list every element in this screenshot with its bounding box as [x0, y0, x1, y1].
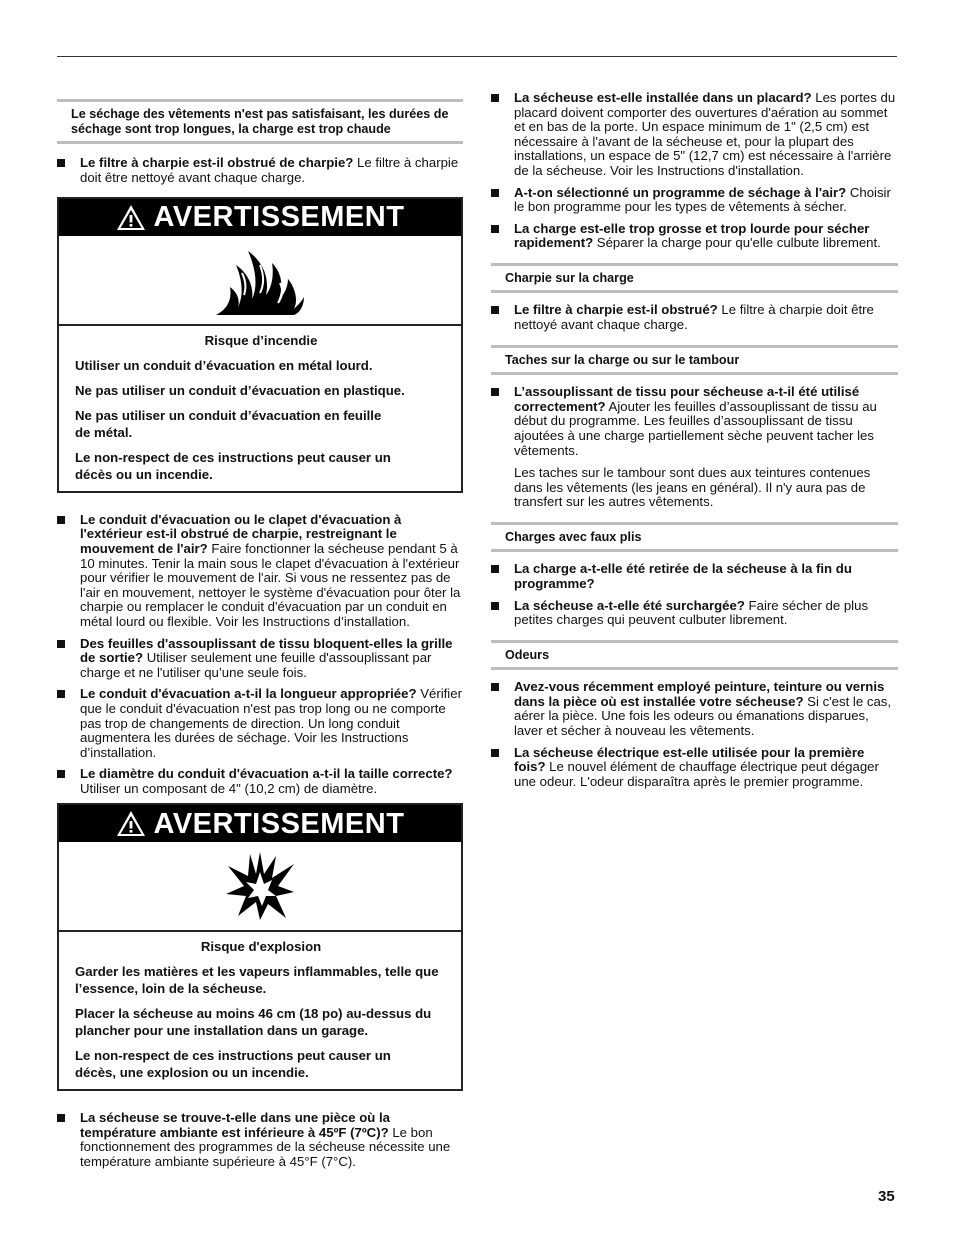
- explosion-icon: [224, 852, 296, 920]
- list-item: Le diamètre du conduit d'évacuation a-t-il la taille correcte? Utiliser un composant de 4" (10,2 cm) de diamètre.: [57, 767, 463, 796]
- bullet-square-icon: [57, 159, 65, 167]
- bullet-square-icon: [57, 690, 65, 698]
- bullet-square-icon: [57, 640, 65, 648]
- list-item: Le filtre à charpie est-il obstrué? Le filtre à charpie doit être nettoyé avant chaque charge.: [491, 303, 898, 332]
- list-item: La sécheuse électrique est-elle utilisée pour la première fois? Le nouvel élément de chauffage électrique peut dégager une odeur. L'odeur disparaîtra après le premier programme.: [491, 746, 898, 790]
- warning-line: Ne pas utiliser un conduit d’évacuation en plastique.: [75, 382, 405, 398]
- section-heading-odeurs: Odeurs: [491, 640, 898, 671]
- list-item: Avez-vous récemment employé peinture, teinture ou vernis dans la pièce où est installée votre sécheuse? Si c'est le cas, aérer la pièce. Une fois les odeurs ou émanations disparues, laver et sécher à nouveau les vêtements.: [491, 680, 898, 738]
- warning-line: Ne pas utiliser un conduit d’évacuation en feuille de métal.: [75, 407, 382, 440]
- bullet-square-icon: [491, 683, 499, 691]
- warning-line: Le non-respect de ces instructions peut causer un décès ou un incendie.: [75, 449, 391, 482]
- warning-icon-area: [59, 236, 461, 326]
- left-column: [57, 91, 463, 1176]
- warning-line: Utiliser un conduit d’évacuation en métal lourd.: [75, 357, 373, 373]
- list-item: La sécheuse est-elle installée dans un placard? Les portes du placard doivent comporter des ouvertures d'aération au sommet et en bas de la porte. Un espace minimum de 1" (2,5 cm) est nécessaire à l'avant de la sécheuse et, pour la plupart des installations, un espace de 5" (12,7 cm) est nécessaire à l'arrière de la sécheuse. Voir les Instructions d'installation.: [491, 91, 898, 179]
- list-item: Le conduit d'évacuation a-t-il la longueur appropriée? Vérifier que le conduit d'évacuation n'est pas trop long ou ne comporte pas trop de changements de direction. Un long conduit augmentera les durées de séchage. Voir les Instructions d’installation.: [57, 687, 463, 760]
- top-rule: [57, 56, 897, 57]
- fire-icon: [214, 243, 306, 317]
- warning-line: Garder les matières et les vapeurs inflammables, telle que l’essence, loin de la sécheuse.: [75, 964, 439, 997]
- bullet-square-icon: [491, 189, 499, 197]
- warning-body: [59, 932, 461, 1089]
- list-item: La sécheuse a-t-elle été surchargée? Faire sécher de plus petites charges qui peuvent culbuter librement.: [491, 599, 898, 628]
- list-item: L’assouplissant de tissu pour sécheuse a-t-il été utilisé correctement? Ajouter les feuilles d’assouplissant de tissu au début du programme. Les feuilles d’assouplissant de tissu ajoutées à une charge partiellement sèche peuvent tacher les vêtements.: [491, 385, 898, 458]
- section-heading-plis: Charges avec faux plis: [491, 522, 898, 553]
- section-heading-taches: Taches sur la charge ou sur le tambour: [491, 345, 898, 376]
- list-item: Des feuilles d'assouplissant de tissu bloquent-elles la grille de sortie? Utiliser seulement une feuille d'assouplissant par charge et ne l'utiliser qu’une seule fois.: [57, 637, 463, 681]
- warning-box-explosion: [57, 803, 463, 1091]
- bullet-square-icon: [491, 749, 499, 757]
- bullet-square-icon: [491, 388, 499, 396]
- bullet-square-icon: [491, 94, 499, 102]
- list-item: Le filtre à charpie est-il obstrué de charpie? Le filtre à charpie doit être nettoyé avant chaque charge.: [57, 156, 463, 185]
- warning-header: AVERTISSEMENT: [59, 805, 461, 842]
- section-heading-charpie: Charpie sur la charge: [491, 263, 898, 294]
- warning-triangle-icon: [116, 810, 146, 837]
- list-item: A-t-on sélectionné un programme de séchage à l'air? Choisir le bon programme pour les types de vêtements à sécher.: [491, 186, 898, 215]
- list-item-paragraph: Les taches sur le tambour sont dues aux teintures contenues dans les vêtements (les jeans en général). Il n'y aura pas de transfert sur les autres vêtements.: [514, 465, 871, 510]
- bullet-square-icon: [491, 565, 499, 573]
- bullet-square-icon: [491, 225, 499, 233]
- list-item: La charge est-elle trop grosse et trop lourde pour sécher rapidement? Séparer la charge pour qu'elle culbute librement.: [491, 222, 898, 251]
- warning-header: AVERTISSEMENT: [59, 199, 461, 236]
- warning-line: Placer la sécheuse au moins 46 cm (18 po) au-dessus du plancher pour une installation dans un garage.: [75, 1006, 432, 1039]
- warning-icon-area: [59, 842, 461, 932]
- page-number: 35: [878, 1188, 895, 1205]
- list-item: Le conduit d'évacuation ou le clapet d'évacuation à l'extérieur est-il obstrué de charpie, restreignant le mouvement de l'air? Faire fonctionner la sécheuse pendant 5 à 10 minutes. Tenir la main sous le clapet d'évacuation à l'extérieur pour vérifier le mouvement de l'air. Si vous ne ressentez pas de l'air en mouvement, nettoyer le système d'évacuation pour ôter la charpie ou remplacer le conduit d'évacuation par un conduit en métal lourd ou flexible. Voir les Instructions d’installation.: [57, 513, 463, 630]
- bullet-square-icon: [57, 1114, 65, 1122]
- warning-box-fire: [57, 197, 463, 493]
- warning-title: Risque d'explosion: [200, 939, 322, 955]
- warning-body: [59, 326, 461, 491]
- list-item: La charge a-t-elle été retirée de la sécheuse à la fin du programme?: [491, 562, 898, 591]
- warning-line: Le non-respect de ces instructions peut causer un décès, une explosion ou un incendie.: [75, 1048, 391, 1081]
- bullet-square-icon: [491, 306, 499, 314]
- warning-title: Risque d’incendie: [204, 333, 318, 349]
- bullet-square-icon: [57, 770, 65, 778]
- bullet-square-icon: [57, 516, 65, 524]
- list-item: La sécheuse se trouve-t-elle dans une pièce où la température ambiante est inférieure à 45ºF (7ºC)? Le bon fonctionnement des programmes de la sécheuse nécessite une température ambiante supérieure à 45°F (7°C).: [57, 1111, 463, 1169]
- right-column: [491, 91, 898, 796]
- warning-triangle-icon: [116, 204, 146, 231]
- section-heading-sechage: Le séchage des vêtements n'est pas satisfaisant, les durées de séchage sont trop longues, la charge est trop chaude: [57, 99, 463, 144]
- bullet-square-icon: [491, 602, 499, 610]
